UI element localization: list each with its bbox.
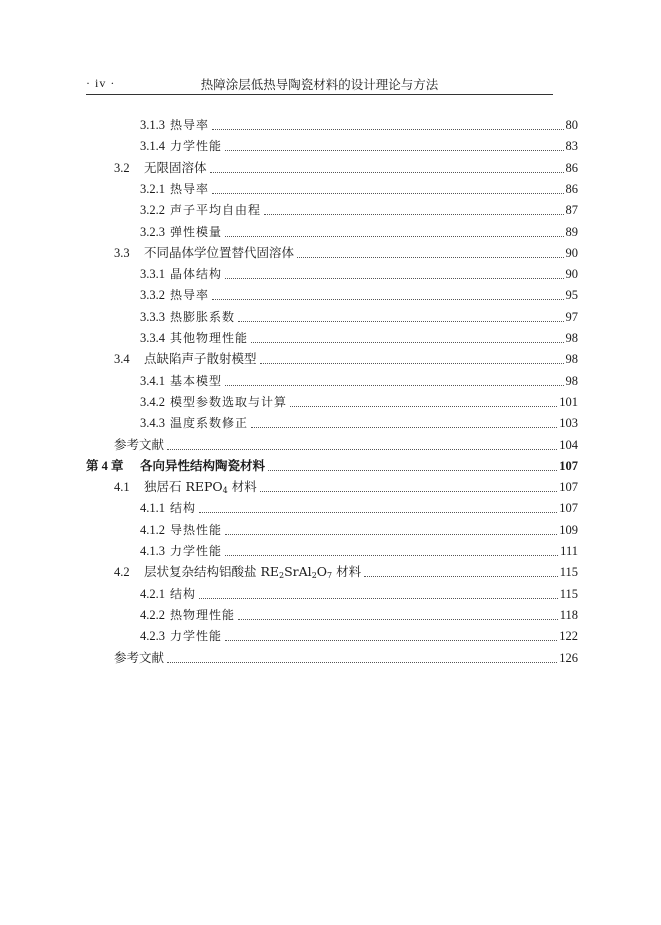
toc-title-part: O [316,564,328,580]
book-title: 热障涂层低热导陶瓷材料的设计理论与方法 [200,77,439,92]
toc-page-number: 101 [559,394,578,409]
toc-subsection-entry[interactable] [140,369,578,389]
toc-entry-number: 4.1.3 [140,544,165,558]
toc-entry-number: 3.3.4 [140,331,165,345]
toc-page-number: 80 [565,118,578,132]
toc-entry-title: 导热性能 [170,522,223,537]
toc-entry-title: 热膨胀系数 [170,309,236,324]
toc-entry-number: 3.4 [114,352,130,367]
toc-entry-number: 3.3.2 [140,288,165,303]
toc-entry-title: 点缺陷声子散射模型 [144,351,257,367]
toc-entry-number: 3.2 [114,160,130,175]
toc-subsection-entry[interactable] [140,603,578,623]
toc-subsection-entry[interactable] [140,134,578,154]
toc-page-number: 86 [565,160,578,175]
toc-chapter-entry[interactable] [86,454,578,474]
toc-title-part: 材料 [227,479,257,495]
toc-entry-number: 3.4.3 [140,416,165,431]
dot-leader [212,119,563,130]
dot-leader [225,140,563,151]
toc-subsection-entry[interactable] [140,262,578,282]
dot-leader [238,609,558,620]
toc-entry-title: 热物理性能 [170,607,236,622]
toc-subsection-entry[interactable] [140,198,578,218]
formula-subscript: 2 [311,571,317,581]
toc-entry-number: 3.2.2 [140,203,165,218]
dot-leader [225,375,563,386]
dot-leader [364,566,558,577]
toc-subsection-entry[interactable] [140,113,578,133]
toc-entry-title: 无限固溶体 [144,159,207,175]
toc-section-entry[interactable] [114,560,578,580]
dot-leader [212,183,563,194]
toc-page-number: 95 [565,288,578,303]
toc-subsection-entry[interactable] [140,624,578,644]
toc-page-number: 104 [559,437,578,452]
toc-entry-number: 3.3.1 [140,267,165,282]
toc-entry-title: 力学性能 [170,544,223,558]
dot-leader [260,353,564,364]
toc-page-number: 90 [565,245,578,260]
toc-page-number: 89 [565,224,578,239]
page-number-marker: · iv · [86,76,116,90]
toc-subsection-entry[interactable] [140,177,578,197]
toc-subsection-entry[interactable] [140,496,578,516]
formula-subscript: 7 [327,571,333,581]
toc-page-number: 109 [559,522,578,537]
dot-leader [225,268,563,279]
toc-subsection-entry[interactable] [140,326,578,346]
dot-leader [210,162,564,173]
toc-page-number: 90 [565,267,578,282]
toc-section-entry[interactable] [114,241,578,261]
toc-entry-number: 3.4.2 [140,394,165,409]
toc-page-number: 87 [565,203,578,218]
toc-page-number: 126 [559,650,578,665]
toc-entry-title: 晶体结构 [170,267,223,282]
toc-subsection-entry[interactable] [140,411,578,431]
dot-leader [199,588,558,599]
dot-leader [167,439,557,450]
toc-entry-number: 3.2.1 [140,181,165,196]
dot-leader [212,289,563,300]
toc-entry-title: 参考文献 [114,649,165,665]
toc-entry-title: 热导率 [170,288,210,303]
dot-leader [225,545,558,556]
toc-entry-title: 其他物理性能 [170,331,249,345]
dot-leader [297,247,563,258]
toc-section-entry[interactable] [114,646,578,666]
toc-entry-number: 3.4.1 [140,373,165,388]
toc-entry-title: 各向异性结构陶瓷材料 [140,457,266,473]
toc-page-number: 118 [559,607,578,622]
toc-subsection-entry[interactable] [140,539,578,559]
toc-entry-title: 力学性能 [170,139,223,154]
toc-entry-title: 不同晶体学位置替代固溶体 [144,244,295,260]
toc-subsection-entry[interactable] [140,582,578,602]
toc-entry-number: 3.3 [114,245,130,260]
toc-page-number: 107 [559,501,578,516]
toc-page-number: 115 [559,586,578,601]
toc-entry-title: 热导率 [170,118,210,132]
dot-leader [260,481,558,492]
toc-page-number: 107 [559,458,578,473]
toc-page-number: 115 [559,565,578,580]
toc-title-part: SrAl [284,564,312,580]
toc-section-entry[interactable] [114,433,578,453]
toc-section-entry[interactable] [114,156,578,176]
toc-entry-number: 4.1 [114,480,130,495]
toc-entry-number: 4.2.1 [140,586,165,601]
toc-page-number: 98 [565,373,578,388]
toc-subsection-entry[interactable] [140,305,578,325]
formula-subscript: 4 [222,486,228,496]
dot-leader [225,630,557,641]
toc-entry-title: 力学性能 [170,629,223,644]
toc-page-number: 97 [565,309,578,324]
toc-page-number: 83 [565,139,578,154]
toc-page-number: 98 [565,352,578,367]
toc-entry-title: 模型参数选取与计算 [170,394,288,409]
toc-entry-title [144,479,257,495]
toc-entry-number: 4.2 [114,565,130,580]
toc-entry-title: 参考文献 [114,436,165,452]
toc-page-number: 86 [565,181,578,196]
formula-subscript: 2 [279,571,285,581]
toc-entry-number: 4.2.2 [140,607,165,622]
toc-section-entry[interactable] [114,475,578,495]
toc-subsection-entry[interactable] [140,518,578,538]
dot-leader [268,460,557,471]
dot-leader [225,524,557,535]
toc-title-part: 材料 [332,564,362,580]
toc-entry-title: 结构 [170,501,197,516]
toc-entry-title [144,564,361,580]
dot-leader [238,311,563,322]
toc-entry-number: 3.1.3 [140,118,165,132]
toc-entry-title: 基本模型 [170,373,223,388]
toc-entry-title: 温度系数修正 [170,416,249,431]
toc-section-entry[interactable] [114,347,578,367]
toc-subsection-entry[interactable] [140,220,578,240]
toc-entry-number: 4.1.2 [140,522,165,537]
toc-entry-number: 3.3.3 [140,309,165,324]
toc-entry-title: 弹性模量 [170,224,223,239]
dot-leader [251,332,563,343]
toc-page-number: 107 [559,480,578,495]
toc-entry-number: 4.2.3 [140,629,165,644]
running-header [86,72,553,95]
dot-leader [199,502,557,513]
dot-leader [264,204,563,215]
toc-title-part: 独居石 REPO [144,479,223,495]
toc-page-number: 103 [559,416,578,431]
toc-entry-title: 热导率 [170,181,210,196]
toc-entry-number: 3.2.3 [140,224,165,239]
dot-leader [167,652,557,663]
toc-subsection-entry[interactable] [140,390,578,410]
toc-entry-title: 结构 [170,586,197,601]
toc-page-number: 122 [559,629,578,644]
dot-leader [290,396,557,407]
toc-entry-title: 声子平均自由程 [170,203,262,218]
toc-title-part: 层状复杂结构铝酸盐 RE [144,564,280,580]
toc-entry-number: 4.1.1 [140,501,165,516]
toc-page-number: 111 [560,544,578,558]
toc-entry-number: 3.1.4 [140,139,165,154]
toc-page-number: 98 [565,331,578,345]
toc-entry-number: 第 4 章 [86,458,124,473]
dot-leader [251,417,557,428]
toc-subsection-entry[interactable] [140,283,578,303]
dot-leader [225,226,563,237]
